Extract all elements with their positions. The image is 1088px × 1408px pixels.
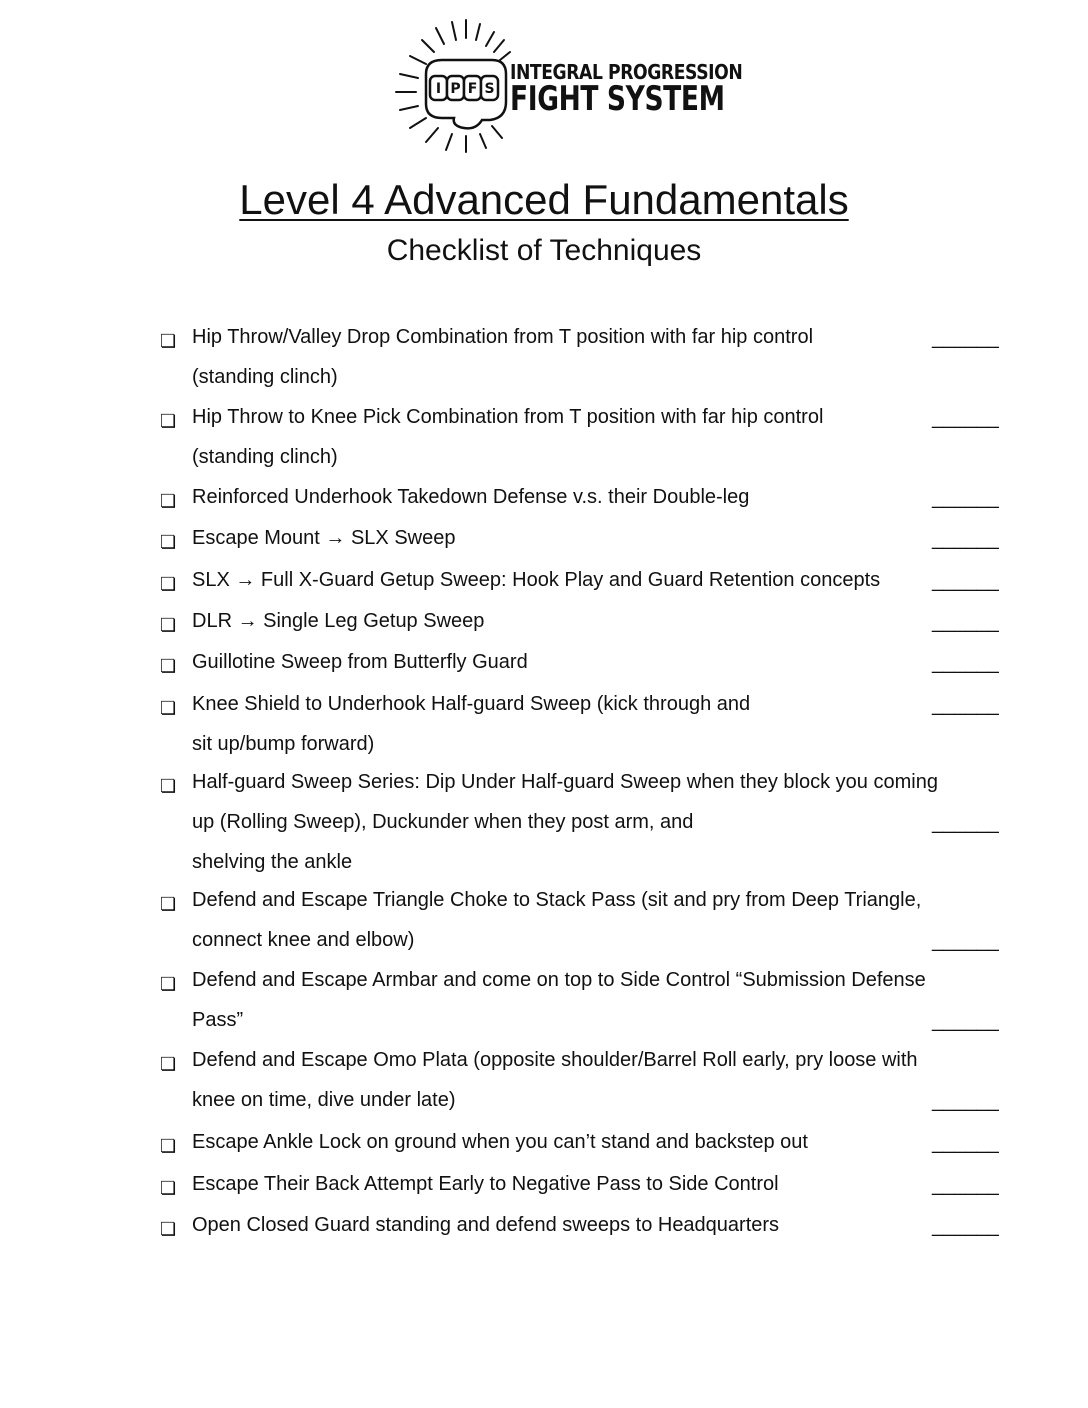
logo-letter: S: [484, 81, 495, 97]
checklist-item-text: sit up/bump forward): [192, 733, 375, 755]
completion-blank: ______: [932, 611, 999, 633]
checkbox-icon[interactable]: ❏: [160, 331, 177, 351]
checklist-item-text: Guillotine Sweep from Butterfly Guard: [192, 651, 528, 673]
checkbox-icon[interactable]: ❏: [160, 615, 177, 635]
checklist-item: [160, 408, 1000, 488]
completion-blank: ______: [932, 652, 999, 674]
checkbox-icon[interactable]: ❏: [160, 894, 177, 914]
logo-line2: FIGHT SYSTEM: [510, 79, 725, 119]
completion-blank: ______: [932, 327, 999, 349]
checklist-item: [160, 891, 1000, 971]
completion-blank: ______: [932, 1215, 999, 1237]
logo-letter: I: [435, 81, 442, 97]
checklist-item-text: SLX → Full X-Guard Getup Sweep: Hook Play and Guard Retention concepts: [192, 569, 881, 591]
checkbox-icon[interactable]: ❏: [160, 1054, 177, 1074]
checklist-item-text: Reinforced Underhook Takedown Defense v.s. their Double-leg: [192, 486, 750, 508]
checklist-item-text: Hip Throw/Valley Drop Combination from T position with far hip control: [192, 326, 814, 348]
completion-blank: ______: [932, 570, 999, 592]
checklist-item: [160, 1216, 1000, 1256]
checklist-item-text: (standing clinch): [192, 366, 338, 388]
checkbox-icon[interactable]: ❏: [160, 698, 177, 718]
checkbox-icon[interactable]: ❏: [160, 776, 177, 796]
logo-letter: P: [450, 81, 461, 97]
checklist-item-text: Half-guard Sweep Series: Dip Under Half-guard Sweep when they block you coming: [192, 771, 938, 793]
checklist-item-text: knee on time, dive under late): [192, 1089, 456, 1111]
checklist-item-text: (standing clinch): [192, 446, 338, 468]
checklist-item-text: DLR → Single Leg Getup Sweep: [192, 610, 485, 632]
checklist-item: [160, 971, 1000, 1051]
checklist-item: [160, 773, 1000, 893]
page-subtitle: Checklist of Techniques: [386, 234, 702, 267]
checkbox-icon[interactable]: ❏: [160, 974, 177, 994]
completion-blank: ______: [932, 930, 999, 952]
completion-blank: ______: [932, 812, 999, 834]
checkbox-icon[interactable]: ❏: [160, 1219, 177, 1239]
logo-line1: INTEGRAL PROGRESSION: [510, 60, 743, 84]
logo-letter: F: [467, 81, 478, 97]
checklist-item-text: Hip Throw to Knee Pick Combination from T position with far hip control: [192, 406, 824, 428]
page-title: Level 4 Advanced Fundamentals: [239, 176, 849, 223]
completion-blank: ______: [932, 407, 999, 429]
checklist-item-text: connect knee and elbow): [192, 929, 415, 951]
checklist-item: [160, 328, 1000, 408]
checklist-item: [160, 1051, 1000, 1131]
checkbox-icon[interactable]: ❏: [160, 656, 177, 676]
checkbox-icon[interactable]: ❏: [160, 1178, 177, 1198]
completion-blank: ______: [932, 528, 999, 550]
checklist-item-text: Defend and Escape Omo Plata (opposite shoulder/Barrel Roll early, pry loose with: [192, 1049, 918, 1071]
checklist-item-text: Defend and Escape Armbar and come on top to Side Control “Submission Defense: [192, 969, 926, 991]
checkbox-icon[interactable]: ❏: [160, 411, 177, 431]
checklist-item-text: Pass”: [192, 1009, 244, 1031]
checkbox-icon[interactable]: ❏: [160, 532, 177, 552]
checkbox-icon[interactable]: ❏: [160, 1136, 177, 1156]
checklist-item-text: Escape Their Back Attempt Early to Negative Pass to Side Control: [192, 1173, 779, 1195]
checklist-item-text: Open Closed Guard standing and defend sweeps to Headquarters: [192, 1214, 780, 1236]
checklist-item-text: Escape Mount → SLX Sweep: [192, 527, 456, 549]
completion-blank: ______: [932, 694, 999, 716]
checklist-item-text: Escape Ankle Lock on ground when you can’t stand and backstep out: [192, 1131, 808, 1153]
completion-blank: ______: [932, 1132, 999, 1154]
checkbox-icon[interactable]: ❏: [160, 491, 177, 511]
checkbox-icon[interactable]: ❏: [160, 574, 177, 594]
completion-blank: ______: [932, 1174, 999, 1196]
completion-blank: ______: [932, 1010, 999, 1032]
completion-blank: ______: [932, 487, 999, 509]
logo: [386, 14, 743, 156]
checklist-item-text: Knee Shield to Underhook Half-guard Sweep (kick through and: [192, 693, 751, 715]
checklist-item-text: Defend and Escape Triangle Choke to Stack Pass (sit and pry from Deep Triangle,: [192, 889, 922, 911]
checklist-item-text: up (Rolling Sweep), Duckunder when they post arm, and: [192, 811, 694, 833]
completion-blank: ______: [932, 1090, 999, 1112]
checklist-item-text: shelving the ankle: [192, 851, 353, 873]
